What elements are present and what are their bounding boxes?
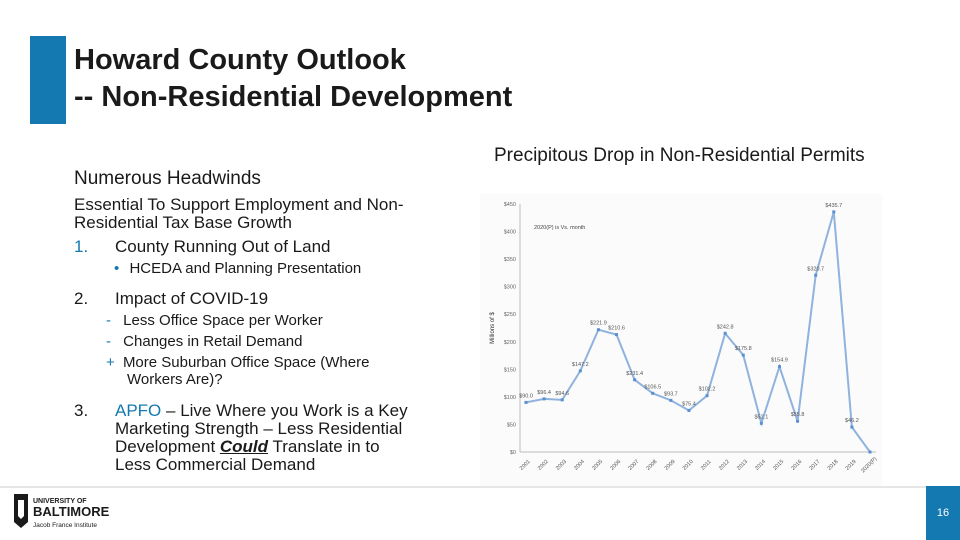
title-line-2: -- Non-Residential Development	[74, 81, 513, 113]
data-point	[832, 210, 835, 213]
x-tick-label: 2020(P)	[860, 456, 879, 475]
data-label: $154.9	[771, 357, 788, 364]
data-point	[869, 451, 872, 454]
data-point	[778, 365, 781, 368]
x-tick-label: 2002	[536, 458, 550, 472]
x-tick-label: 2009	[663, 458, 677, 472]
x-tick-label: 2006	[609, 458, 623, 472]
sub-item-text: HCEDA and Planning Presentation	[129, 260, 362, 277]
x-tick-label: 2013	[736, 458, 750, 472]
item-text-line-3-pre: Development	[115, 437, 220, 456]
data-label: $46.2	[845, 418, 859, 425]
data-point	[633, 378, 636, 381]
page-number: 16	[936, 507, 950, 519]
x-tick-label: 2005	[591, 458, 605, 472]
data-label: $210.6	[608, 325, 625, 332]
series-line	[526, 212, 870, 452]
university-of-baltimore-logo	[12, 492, 132, 532]
data-point	[706, 394, 709, 397]
left-heading: Numerous Headwinds	[74, 168, 261, 189]
list-item-land	[74, 238, 474, 256]
data-point	[579, 369, 582, 372]
x-tick-label: 2014	[754, 458, 768, 472]
list-item-apfo	[74, 402, 474, 474]
slide-title	[74, 42, 512, 116]
y-tick-label: $400	[503, 229, 516, 236]
plus-icon: +	[106, 354, 115, 371]
sub-item-suburban	[74, 354, 474, 388]
item-number: 3.	[74, 401, 89, 420]
data-label: $102.2	[698, 386, 716, 393]
data-label: $90.0	[519, 393, 533, 400]
data-point	[742, 354, 745, 357]
data-point	[597, 328, 600, 331]
x-tick-label: 2003	[555, 458, 568, 472]
data-label: $75.4	[682, 401, 696, 408]
data-label: $242.8	[716, 324, 734, 331]
footer-divider	[0, 486, 960, 488]
sub-item-text-line-2: Workers Are)?	[127, 371, 223, 388]
list-item-covid	[74, 290, 474, 308]
data-label: $435.7	[825, 202, 843, 209]
x-tick-label: 2004	[573, 458, 587, 472]
sub-item-text: Changes in Retail Demand	[123, 333, 303, 350]
x-tick-label: 2011	[700, 458, 713, 472]
data-label: $52.1	[754, 414, 769, 421]
data-point	[850, 426, 853, 429]
x-tick-label: 2008	[645, 458, 659, 472]
sub-item-text-line-1: More Suburban Office Space (Where	[122, 354, 370, 371]
x-tick-label: 2019	[844, 458, 858, 472]
bullet-dot-icon: •	[114, 260, 120, 277]
title-line-1: Howard County Outlook	[74, 44, 406, 76]
y-tick-label: $50	[506, 422, 516, 429]
data-point	[814, 274, 817, 277]
item-text-line-4: Less Commercial Demand	[115, 455, 316, 474]
item-number: 1.	[74, 237, 89, 256]
minus-icon: -	[106, 333, 111, 350]
data-label: $106.5	[644, 384, 662, 391]
x-tick-label: 2015	[772, 458, 786, 472]
data-point	[669, 399, 672, 402]
minus-icon: -	[106, 312, 111, 329]
data-label: $93.7	[663, 391, 678, 398]
item-text: County Running Out of Land	[115, 237, 331, 256]
x-tick-label: 2012	[717, 458, 731, 472]
title-accent-bar	[30, 36, 66, 124]
page-number-box	[926, 486, 960, 540]
data-point	[561, 398, 564, 401]
data-label: $320.7	[807, 266, 825, 273]
intro-line-2: Residential Tax Base Growth	[74, 213, 292, 232]
sub-item-office-space	[74, 312, 474, 329]
permits-line-chart	[480, 194, 882, 486]
y-tick-label: $100	[503, 394, 516, 401]
emphasis-could: Could	[219, 437, 269, 456]
data-point	[543, 397, 546, 400]
item-number: 2.	[74, 289, 89, 308]
intro-text	[74, 196, 474, 232]
logo-line-3: Jacob France Institute	[33, 522, 97, 529]
logo-line-2: BALTIMORE	[33, 504, 110, 519]
y-tick-label: $350	[503, 257, 516, 264]
sub-item-hceda	[74, 260, 474, 277]
item-text-line-2: Marketing Strength – Less Residential	[115, 419, 403, 438]
data-point	[687, 409, 690, 412]
sub-item-text: Less Office Space per Worker	[123, 312, 323, 329]
y-tick-label: $450	[503, 202, 516, 208]
apfo-label: APFO	[115, 401, 162, 420]
data-point	[615, 333, 618, 336]
item-text-line-3-post: Translate in to	[268, 437, 380, 456]
sub-item-retail	[74, 333, 474, 350]
data-label: $55.8	[790, 412, 805, 419]
y-tick-label: $300	[503, 284, 516, 291]
headwinds-list	[74, 196, 474, 474]
y-tick-label: $0	[509, 450, 516, 456]
logo-line-1: UNIVERSITY OF	[33, 498, 87, 505]
x-tick-label: 2017	[808, 458, 822, 472]
data-label: $175.8	[734, 346, 752, 353]
y-tick-label: $250	[503, 312, 516, 319]
data-point	[525, 401, 528, 404]
chart-legend: 2020(P) is Vs. month	[534, 224, 586, 231]
data-label: $221.9	[590, 320, 607, 327]
x-tick-label: 2010	[681, 458, 695, 472]
ub-shield-icon	[12, 492, 132, 532]
data-point	[724, 332, 727, 335]
y-axis-label: Millions of $	[490, 312, 496, 344]
x-tick-label: 2001	[518, 458, 532, 472]
data-label: $231.4	[626, 370, 644, 377]
intro-line-1: Essential To Support Employment and Non-	[74, 195, 404, 214]
data-point	[796, 420, 799, 423]
x-tick-label: 2016	[790, 458, 804, 472]
data-label: $96.4	[537, 389, 551, 396]
x-tick-label: 2018	[826, 458, 840, 472]
y-tick-label: $200	[503, 339, 516, 346]
item-text-line-1: – Live Where you Work is a Key	[161, 401, 408, 420]
right-heading: Precipitous Drop in Non-Residential Permits	[494, 145, 865, 166]
data-label: $147.2	[571, 361, 589, 368]
item-text: Impact of COVID-19	[115, 289, 269, 308]
data-point	[651, 392, 654, 395]
y-tick-label: $150	[503, 367, 516, 374]
data-point	[760, 422, 763, 425]
x-tick-label: 2007	[627, 458, 641, 472]
chart-svg	[480, 194, 882, 486]
data-label: $94.6	[555, 390, 570, 397]
